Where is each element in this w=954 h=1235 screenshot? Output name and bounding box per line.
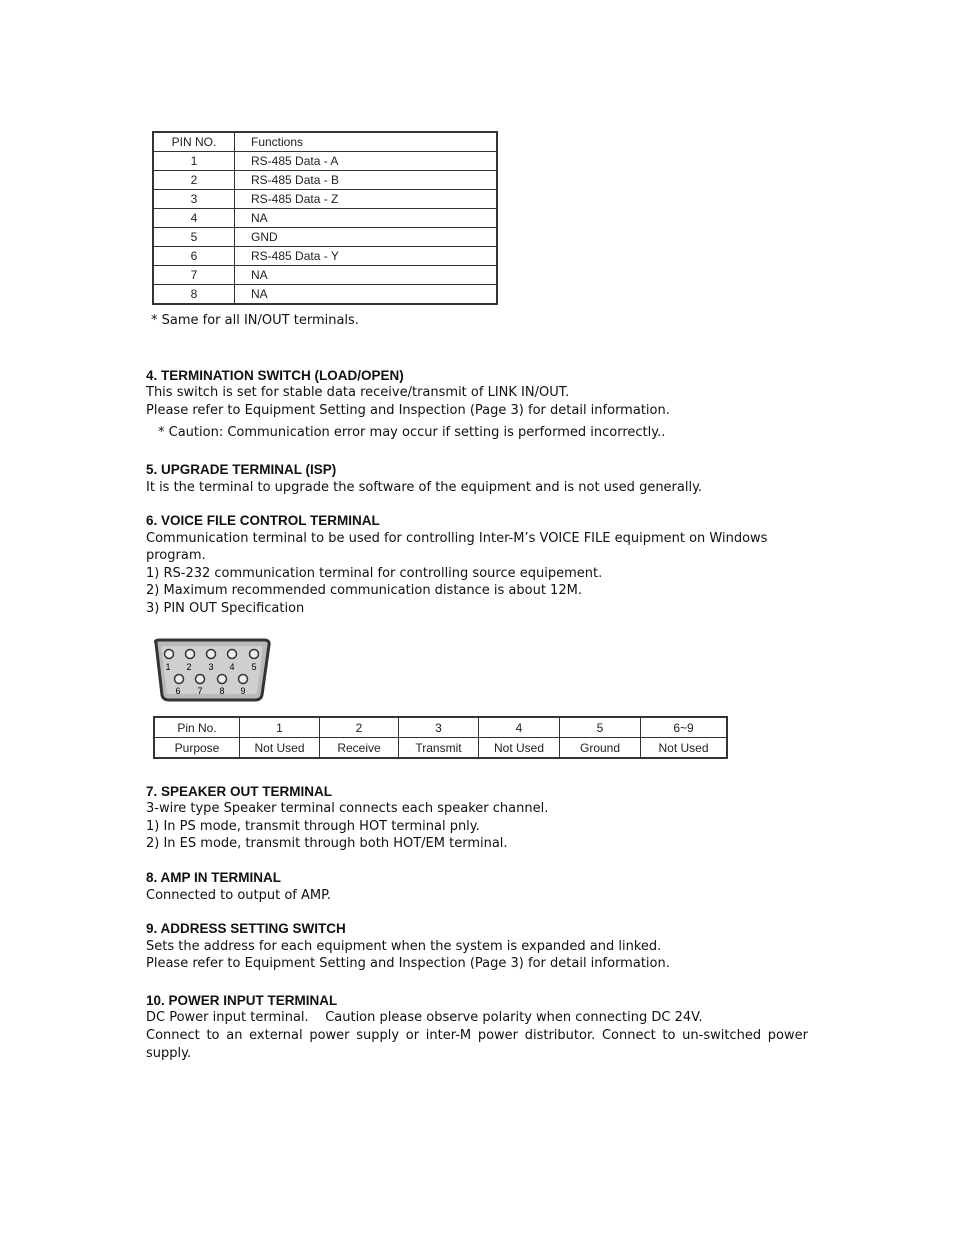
pin-label: 7 xyxy=(197,686,203,696)
table-cell: Pin No. xyxy=(154,717,240,738)
table-row xyxy=(153,247,497,266)
pin-hole xyxy=(239,675,248,684)
pin-number: 8 xyxy=(153,285,235,305)
pin-number: 4 xyxy=(153,209,235,228)
pin-hole xyxy=(175,675,184,684)
pin-function: RS-485 Data - Z xyxy=(235,190,498,209)
pin-function: RS-485 Data - Y xyxy=(235,247,498,266)
pin-hole xyxy=(207,650,216,659)
pin-hole xyxy=(228,650,237,659)
pin-number: 6 xyxy=(153,247,235,266)
pin-hole xyxy=(250,650,259,659)
section-4-caution: * Caution: Communication error may occur if setting is performed incorrectly.. xyxy=(158,425,666,440)
table-row xyxy=(153,228,497,247)
table-row xyxy=(153,152,497,171)
section-4-line-1: This switch is set for stable data receive/transmit of LINK IN/OUT. xyxy=(146,385,570,400)
pin-hole xyxy=(218,675,227,684)
pin-function: NA xyxy=(235,285,498,305)
table-cell: Not Used xyxy=(641,738,728,759)
table-row xyxy=(153,285,497,305)
table-cell: 4 xyxy=(479,717,560,738)
section-10-line-1: DC Power input terminal. Caution please observe polarity when connecting DC 24V. xyxy=(146,1010,703,1025)
table-row xyxy=(153,209,497,228)
table-header-row xyxy=(153,132,497,152)
pin-function: RS-485 Data - B xyxy=(235,171,498,190)
table-cell: Purpose xyxy=(154,738,240,759)
pin-label: 8 xyxy=(219,686,225,696)
pin-label: 4 xyxy=(229,662,235,672)
pin-function: NA xyxy=(235,266,498,285)
pin-label: 3 xyxy=(208,662,214,672)
table-cell: Not Used xyxy=(240,738,320,759)
table-cell: Ground xyxy=(560,738,641,759)
pin-number: 3 xyxy=(153,190,235,209)
pin-function: NA xyxy=(235,209,498,228)
section-6-item-3: 3) PIN OUT Specification xyxy=(146,601,305,616)
pin-label: 9 xyxy=(240,686,246,696)
table-cell: 2 xyxy=(320,717,399,738)
table-row xyxy=(153,266,497,285)
section-9-line-2: Please refer to Equipment Setting and Inspection (Page 3) for detail information. xyxy=(146,956,670,971)
pin-table-note: * Same for all IN/OUT terminals. xyxy=(151,313,359,328)
section-9-line-1: Sets the address for each equipment when the system is expanded and linked. xyxy=(146,939,662,954)
section-5-line-1: It is the terminal to upgrade the software of the equipment and is not used generally. xyxy=(146,480,703,495)
section-7-line-1: 3-wire type Speaker terminal connects each speaker channel. xyxy=(146,801,549,816)
pin-purpose-table xyxy=(153,716,728,759)
pin-label: 5 xyxy=(251,662,257,672)
column-header-pin-no: PIN NO. xyxy=(153,132,235,152)
pin-number: 2 xyxy=(153,171,235,190)
table-cell: 1 xyxy=(240,717,320,738)
pin-number: 5 xyxy=(153,228,235,247)
pin-number: 7 xyxy=(153,266,235,285)
section-6-line-1a: Communication terminal to be used for controlling Inter-M’s VOICE FILE equipment on Windows xyxy=(146,531,768,546)
section-4-line-2: Please refer to Equipment Setting and Inspection (Page 3) for detail information. xyxy=(146,403,670,418)
table-cell: Receive xyxy=(320,738,399,759)
pin-hole xyxy=(186,650,195,659)
section-9-heading: 9. ADDRESS SETTING SWITCH xyxy=(146,921,346,936)
pin-function: GND xyxy=(235,228,498,247)
table-cell: Transmit xyxy=(399,738,479,759)
table-cell: 3 xyxy=(399,717,479,738)
table-row xyxy=(153,190,497,209)
pin-hole xyxy=(165,650,174,659)
pin-label: 1 xyxy=(165,662,171,672)
pin-hole xyxy=(196,675,205,684)
table-cell: 5 xyxy=(560,717,641,738)
pin-label: 2 xyxy=(186,662,192,672)
section-6-heading: 6. VOICE FILE CONTROL TERMINAL xyxy=(146,513,380,528)
section-5-heading: 5. UPGRADE TERMINAL (ISP) xyxy=(146,462,337,477)
pin-function-table xyxy=(152,131,498,305)
db9-connector-icon xyxy=(150,637,274,703)
table-row xyxy=(154,738,727,759)
section-7-heading: 7. SPEAKER OUT TERMINAL xyxy=(146,784,333,799)
section-7-item-2: 2) In ES mode, transmit through both HOT/EM terminal. xyxy=(146,836,508,851)
pin-label: 6 xyxy=(175,686,181,696)
section-4-heading: 4. TERMINATION SWITCH (LOAD/OPEN) xyxy=(146,368,404,383)
section-6-item-2: 2) Maximum recommended communication distance is about 12M. xyxy=(146,583,582,598)
section-10-line-2: Connect to an external power supply or inter-M power distributor. Connect to un-switched power supply. xyxy=(146,1028,808,1061)
pin-number: 1 xyxy=(153,152,235,171)
section-7-item-1: 1) In PS mode, transmit through HOT terminal pnly. xyxy=(146,819,480,834)
section-8-heading: 8. AMP IN TERMINAL xyxy=(146,870,282,885)
table-cell: 6~9 xyxy=(641,717,728,738)
table-row xyxy=(153,171,497,190)
section-6-item-1: 1) RS-232 communication terminal for controlling source equipement. xyxy=(146,566,603,581)
column-header-functions: Functions xyxy=(235,132,498,152)
section-6-line-1b: program. xyxy=(146,548,206,563)
section-10-heading: 10. POWER INPUT TERMINAL xyxy=(146,993,338,1008)
table-cell: Not Used xyxy=(479,738,560,759)
section-8-line-1: Connected to output of AMP. xyxy=(146,888,332,903)
table-row xyxy=(154,717,727,738)
pin-function: RS-485 Data - A xyxy=(235,152,498,171)
